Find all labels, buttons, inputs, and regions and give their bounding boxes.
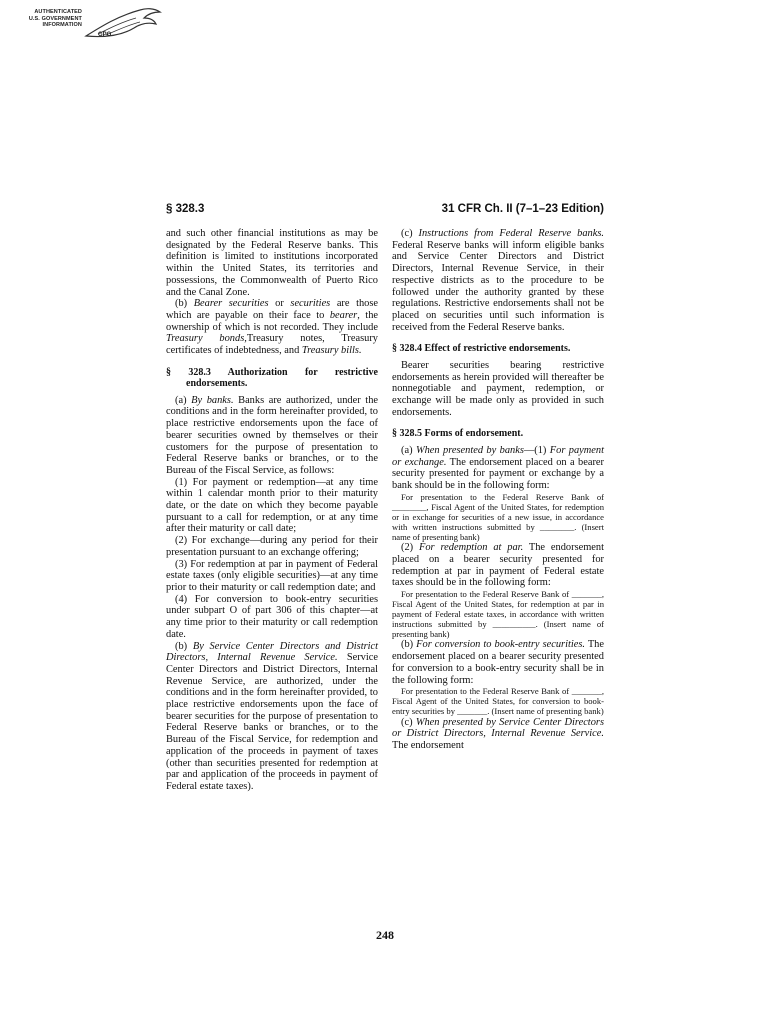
running-head (166, 203, 604, 219)
text: The endorsement placed on a bearer security presented for conversion to a book-entry security shall be in the following form: (392, 639, 604, 686)
right-column (392, 228, 604, 752)
running-head-section: § 328.3 (166, 203, 205, 215)
paragraph-instructions (392, 228, 604, 333)
page-number: 248 (376, 928, 394, 942)
paragraph-redemption-at-par (392, 542, 604, 589)
text: (a) (401, 444, 416, 456)
text: (c) (401, 228, 419, 239)
text: (b) (175, 298, 194, 310)
seal-caption (22, 9, 82, 29)
seal-gpo-label: GPO (98, 32, 112, 38)
paragraph-service-center-endorsement (392, 717, 604, 752)
gpo-authentication-seal (22, 6, 142, 46)
text: are those which are payable on their face to (166, 298, 379, 321)
subheading: By Service Center Directors and District Directors, Internal Revenue Service. (166, 640, 379, 664)
text: —(1) (523, 444, 550, 456)
list-item-4: (4) For conversion to book-entry securities under subpart O of part 306 of this chapter—at any time prior to their maturity or call redemption date. (166, 593, 378, 640)
text: The endorsement placed on a bearer security presented for payment or exchange by a bank should be in the following form: (392, 456, 604, 491)
text: (b) (401, 639, 417, 651)
text: (2) (401, 542, 420, 554)
subheading: For payment or exchange. (392, 444, 604, 468)
term: Treasury bills. (301, 345, 362, 357)
paragraph-institutions: and such other financial institutions as may be designated by the Federal Reserve banks. This definition is limited to institutions incorporated within the United States, its territories and possessions, the Commonwealth of Puerto Rico and the Canal Zone. (166, 228, 378, 298)
seal-line-1: AUTHENTICATED (34, 9, 82, 15)
term: Treasury bonds, (166, 333, 247, 345)
paragraph-service-center (166, 641, 378, 793)
seal-line-3: INFORMATION (42, 22, 82, 28)
subheading: Instructions from Federal Reserve banks. (418, 228, 604, 239)
seal-line-2: U.S. GOVERNMENT (28, 15, 82, 22)
text: The endorsement (392, 739, 464, 751)
text: Service Center Directors and District Directors, Internal Revenue Service, are authorized, under the conditions and in the form hereinafter provided, to place restrictive endorsements upon the face of bearer securities for the purpose of presentation to Federal Reserve banks or branches, or to the Bureau of the Fiscal Service, for redemption and application of the proceeds in payment of taxes (other than securities presented for redemption at par and application of the proceeds in payment of Federal estate taxes). (166, 652, 378, 792)
running-head-edition: 31 CFR Ch. II (7–1–23 Edition) (441, 203, 604, 215)
endorsement-form-estate-taxes: For presentation to the Federal Reserve Bank of _______, Fiscal Agent of the United States, for redemption at par in payment of Federal estate taxes, in accordance with written instructions submitted by __________. (Insert name of presenting bank) (392, 588, 604, 640)
paragraph-when-presented-by-banks (392, 445, 604, 492)
endorsement-form-book-entry: For presentation to the Federal Reserve Bank of _______, Fiscal Agent of the United States, for conversion to book-entry securities by _______. (Insert name of presenting bank) (392, 686, 604, 717)
text: , the ownership of which is not recorded. They include (166, 309, 379, 333)
subheading: For redemption at par. (419, 542, 524, 554)
eagle-icon (84, 6, 164, 42)
list-item-1: (1) For payment or redemption—at any time within 1 calendar month prior to their maturity date, or the date on which they become payable pursuant to a call for redemption, or at any time after their maturity or call date; (166, 476, 378, 535)
left-column (166, 228, 378, 793)
text: Treasury notes, Treasury certificates of indebtedness, and (166, 333, 378, 357)
term: securities (290, 298, 331, 310)
term: bearer (329, 309, 358, 321)
text: or (268, 298, 291, 310)
text: Federal Reserve banks will inform eligible banks and Service Center Directors and District Directors, Internal Revenue Service, in their respective districts as to the procedure to be followed under the authority granted by these regulations. Restrictive endorsements shall not be placed on securities until such information is received from the Federal Reserve banks. (392, 239, 604, 333)
section-328-5-heading: § 328.5 Forms of endorsement. (392, 428, 524, 440)
list-item-2: (2) For exchange—during any period for their presentation pursuant to an exchange offering; (166, 535, 378, 558)
subheading: When presented by Service Center Directors or District Directors, Internal Revenue Service. (392, 716, 604, 740)
text: (b) (175, 640, 193, 652)
text: Banks are authorized, under the conditions and in the form hereinafter provided, to place restrictive endorsements upon the face of bearer securities owned by themselves or their customers for the purpose of presentation to Federal Reserve banks or branches, or to the Bureau of the Fiscal Service, as follows: (166, 394, 378, 476)
section-328-3-heading: § 328.3 Authorization for restrictive endorsements. (166, 366, 378, 390)
text: (c) (401, 716, 416, 728)
paragraph-effect: Bearer securities bearing restrictive endorsements as herein provided will thereafter be nonnegotiable and payment, redemption, or exchange will be made only as provided in such endorsements. (392, 359, 604, 418)
text: The endorsement placed on a bearer security presented for redemption at par in payment of Federal estate taxes should be in the following form: (392, 542, 605, 589)
subheading: By banks. (191, 394, 234, 406)
term: Bearer securities (193, 298, 269, 310)
endorsement-form-payment: For presentation to the Federal Reserve Bank of ________, Fiscal Agent of the United States, for redemption or in exchange for securities of a new issue, in accordance with written instructions submitted by ________. (Insert name of presenting bank) (392, 491, 604, 543)
paragraph-by-banks (166, 395, 378, 477)
paragraph-book-entry (392, 639, 604, 686)
section-328-4-heading: § 328.4 Effect of restrictive endorsements. (392, 343, 571, 355)
paragraph-bearer-securities (166, 298, 378, 357)
subheading: When presented by banks (415, 444, 524, 456)
text: (a) (175, 394, 192, 406)
list-item-3: (3) For redemption at par in payment of Federal estate taxes (only eligible securities)—at any time prior to their maturity or call redemption date; and (166, 558, 378, 593)
subheading: For conversion to book-entry securities. (416, 639, 585, 651)
